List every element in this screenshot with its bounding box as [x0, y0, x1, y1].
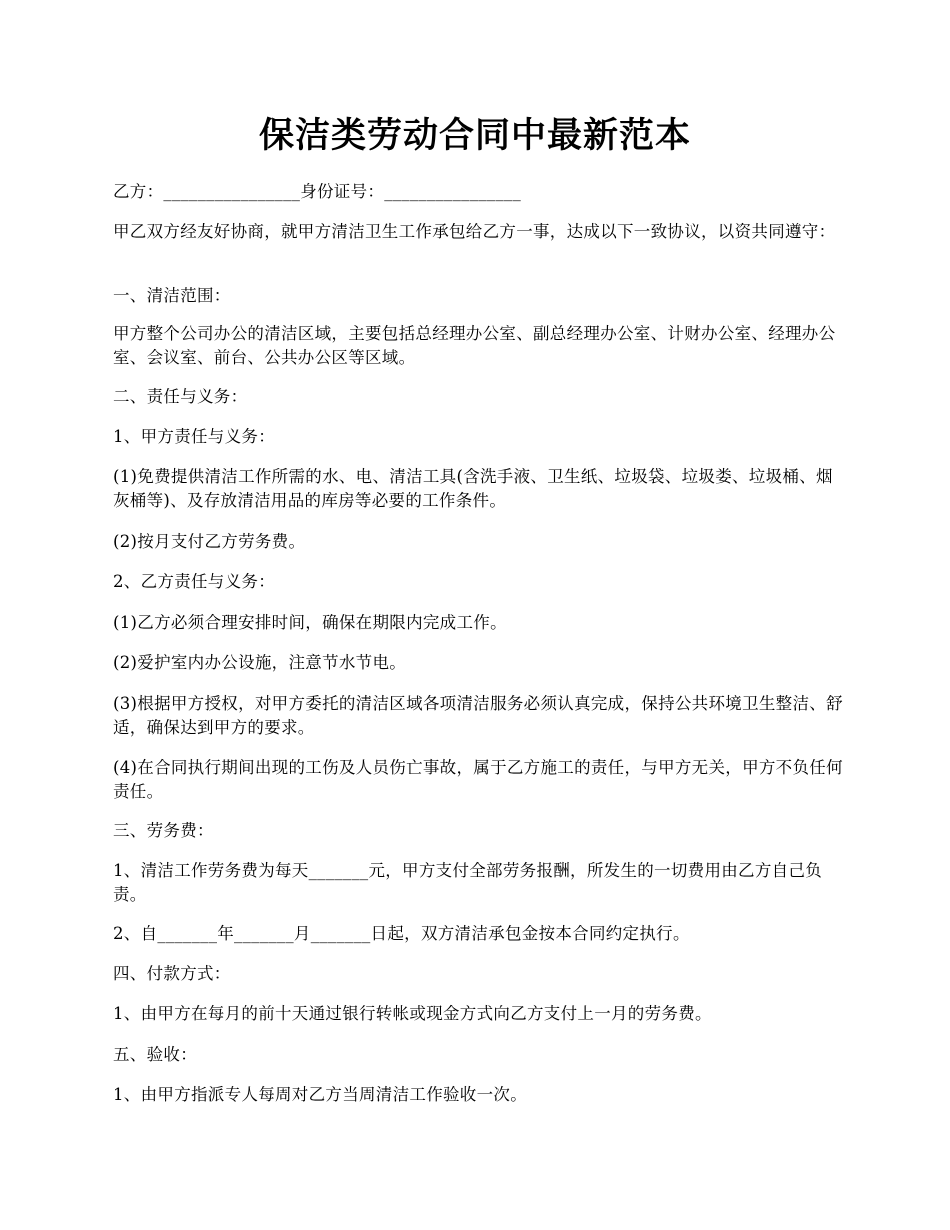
party-a-duty-1: (1)免费提供清洁工作所需的水、电、清洁工具(含洗手液、卫生纸、垃圾袋、垃圾娄、垃圾桶、烟灰桶等)、及存放清洁用品的库房等必要的工作条件。	[113, 467, 833, 510]
fee-clause-1: 1、清洁工作劳务费为每天_______元，甲方支付全部劳务报酬，所发生的一切费用由乙方自己负责。	[113, 861, 823, 904]
subheading-party-b: 2、乙方责任与义务：	[113, 572, 275, 591]
scope-paragraph: 甲方整个公司办公的清洁区域，主要包括总经理办公室、副总经理办公室、计财办公室、经理办公室、会议室、前台、公共办公区等区域。	[113, 324, 836, 367]
party-b-duty-3: (3)根据甲方授权，对甲方委托的清洁区域各项清洁服务必须认真完成，保持公共环境卫生整洁、舒适，确保达到甲方的要求。	[113, 694, 843, 737]
section-heading-scope: 一、清洁范围：	[113, 286, 231, 305]
preamble-paragraph: 甲乙双方经友好协商，就甲方清洁卫生工作承包给乙方一事，达成以下一致协议，以资共同遵守：	[113, 222, 836, 241]
subheading-party-a: 1、甲方责任与义务：	[113, 427, 275, 446]
party-b-duty-4: (4)在合同执行期间出现的工伤及人员伤亡事故，属于乙方施工的责任，与甲方无关，甲方不负任何责任。	[113, 758, 843, 801]
party-b-duty-1: (1)乙方必须合理安排时间，确保在期限内完成工作。	[113, 613, 507, 632]
section-heading-fee: 三、劳务费：	[113, 821, 214, 840]
party-a-duty-2: (2)按月支付乙方劳务费。	[113, 532, 306, 551]
payment-clause-1: 1、由甲方在每月的前十天通过银行转帐或现金方式向乙方支付上一月的劳务费。	[113, 1004, 712, 1023]
document-title: 保洁类劳动合同中最新范本	[258, 115, 691, 156]
section-heading-payment: 四、付款方式：	[113, 964, 231, 983]
party-b-line: 乙方：________________身份证号：________________	[113, 182, 521, 201]
fee-clause-2: 2、自_______年_______月_______日起，双方清洁承包金按本合同约定执行。	[113, 924, 690, 943]
section-heading-duties: 二、责任与义务：	[113, 387, 248, 406]
section-heading-acceptance: 五、验收：	[113, 1045, 197, 1064]
acceptance-clause-1: 1、由甲方指派专人每周对乙方当周清洁工作验收一次。	[113, 1085, 527, 1104]
party-b-duty-2: (2)爱护室内办公设施，注意节水节电。	[113, 653, 407, 672]
